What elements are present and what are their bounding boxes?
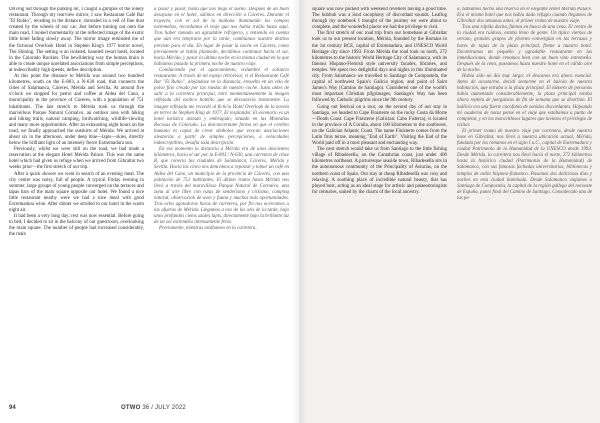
right-english-column (312, 7, 447, 407)
paragraph: En ese momento la distancia a Mérida era de unos doscientos kilómetros, hacia el sur por la E-803 / N-630, una carretera de clase B, que conecta las ciudades de Salamanca, Cáceres, Mérida y Sevilla. Hacia las cinco nos detuvimos a repostar y tomar un café en Aldea del Cano, un municipio de la provincia de Cáceres, con una población de 751 habitantes. El último tramo hasta Mérida nos llevó a través del maravilloso Parque Natural de Cornalvo, una zona al aire libre con rutas de senderismo y ciclismo, camping natural, observación de aves y fauna y muchas más oportunidades. Tras ocho agotadoras horas de carretera, por fin nos acercamos a las afueras de Mérida. Llegamos a eso de las seis de la tarde, bajo unos profundos cielos azules lapis, directamente bajo la brillante luz de un sol extremeño intensamente feroz. (154, 147, 289, 226)
paragraph: Driving out through the parking lot, I caught a glimpse of the lonely restaurant. Through my rearview mirror, I saw Restaurant Café Bar "El Rubio", receding in the distance, shrouded in a veil of fine dust created by the wheels of our car. Just before turning out onto the main road, I looked momentarily at the reflected image of the exotic little hotel fading slowly away. The mirror image reminded me of the fictional Overlook Hotel in Stephen King's 1977 horror novel, The Shining. The setting is an isolated, haunted resort hotel, located in the Colorado Rockies. The bewildering way the human brain is able to create unique unrelated associations from simple perceptions, at indescribably high speeds, defies description. (9, 7, 144, 73)
paragraph: After a quick shower we went in search of an evening meal. The city centre was noisy, full of people. A typical Friday evening in summer, large groups of young people converged on the terraces and tapas bars of the main square opposite our hotel. We found a nice little restaurant nearby were we had a nice meal with good Extremadura wine. After dinner we strolled to our hotel in the warm night air. (9, 171, 144, 214)
right-page (300, 0, 600, 423)
paragraph: Going out festival on a tour, on the second day of our stay in Santiago, we headed to Cape Finisterre on the rocky Costa da Morte—Death Coast. Cape Finisterre (Galician: Cabo Fisterra), is located in the province of A Coruña, about 100 kilometres to the southwest, on the Galician Atlantic Coast. The name Finisterre comes from the Latin finis terrae, meaning "End of Earth". Visiting the End of the World paid off in a most pleasant and enchanting way. (312, 104, 447, 147)
right-spanish-column (457, 7, 592, 407)
page-number: 94 (9, 405, 16, 411)
paragraph: Había sido un día muy largo; el descanso era ahora esencial. Antes de acostarme, decidí sentarme en el balcón de nuestra habitación, que miraba a la plaza principal. El número de personas había aumentado considerablemente, la plaza principal estaba ahora repleta de juerguistas de fin de semana que se divertían. El bullicio era una fuerte cacofonía de sonidos discordantes. Hojeando mi cuaderno de notas pensé en el viaje que estábamos a punto de completar, y en los maravillosos lugares que tuvimos el privilegio de visitar. (457, 74, 592, 128)
paragraph: Tras una rápida ducha, fuimos en busca de una cena. El centro de la ciudad era ruidoso, estaba lleno de gente. Un típico viernes de verano, grandes grupos de jóvenes convergían en las terrazas y bares de tapas de la plaza principal, frente a nuestro hotel. Encontramos un pequeño y agradable restaurante en las inmediaciones, donde cenamos bien con un buen vino extremeño. Después de la cena, paseamos hasta nuestro hotel en el cálido aire de la noche. (457, 25, 592, 73)
paragraph: Previamente, mientras estábamos en la carretera, (159, 226, 257, 232)
left-spanish-column (154, 7, 289, 407)
right-page-columns (312, 7, 592, 407)
paragraph: The first stretch of our road trip from our homebase at Gibraltar took us to our present location, Mérida, founded by the Romans in the 1st century BCE, capital of Extremadura, and UNESCO World Heritage city since 1993. From Mérida the road took us north, 272 kilometres to the historic World Heritage City of Salamanca, with its famous Hispano-Flemish style university facades, libraries, and temples. We spent two delightful days and nights in this illuminated city. From Salamanca we travelled to Santiago de Compostela, the capital of northwest Spain's Galicia region, and point of Saint James's Way (Camino de Santiago). Considered one of the world's most important Christian pilgrimages, Santiago's Way has been followed by Catholic pilgrims since the 9th century. (312, 31, 447, 104)
left-page-columns (9, 7, 289, 407)
paragraph: It had been a very long day; rest was now essential. Before going to bed, I decided to sit in the balcony of our guestroom, overlooking the main square. The number of people had increased considerably, the main (9, 214, 144, 238)
issue-line (121, 405, 186, 411)
paragraph: a, habíamos hecho una reserva en el elegante Hotel Mérida Palace. Era el mismo hotel que nos había dado refugio cuando llegamos de Gibraltar dos semanas antes, el primer tramo de nuestro viaje. (457, 7, 592, 25)
left-english-column (9, 7, 144, 407)
paragraph: a pasar y pasar, hasta que nos llegó el sueño. Después de un buen desayuno en el hotel, salimos en dirección a Cáceres. Durante el trayecto, con el sol de la mañana iluminando los campos extremeños, recordamos el viaje que nos había traído hasta aquí. Tras haber tomado un agradable refrigerio, y teniendo en cuenta que aún era temprano por la tarde, cambiamos nuestro destino previsto para el día. En lugar de pasar la noche en Cáceres, como previamente se había planeado, decidimos continuar hacia el sur, hacia Mérida, y pasar la última noche en la misma ciudad en la que habíamos pasado la primera noche de nuestro viaje. (154, 7, 289, 67)
paragraph: square was now packed with weekend revellers having a good time. The hubbub was a loud cacophony of discordant sounds. Leafing through my notebook I thought of the journey we were about to complete, and the wonderful places we had the privilege to visit. (312, 7, 447, 31)
paragraph: Conduciendo por el aparcamiento, vislumbré el solitario restaurante. A través de mi espejo retrovisor, vi el Restaurante Café Bar "El Rubio", alejándose en la distancia, envuelto en un velo de polvo fino creado por las ruedas de nuestro coche. Justo antes de salir a la carretera principal, miré momentáneamente la imagen reflejada del exótico hotelito que se desvanecía lentamente. La imagen reflejada me recordó al ficticio Hotel Overlook de la novela de terror de Stephen King de 1977, El resplandor. El escenario es un hotel turístico aislado y embrujado, situado en las Montañas Rocosas de Colorado. La desconcertante forma en que el cerebro humano es capaz de crear símbolos que evocan asociaciones aleatorias a partir de simples percepciones, a velocidades indescriptibles, desafía toda descripción. (154, 67, 289, 147)
paragraph: Previously, whilst we were still on the road, we had made a reservation at the elegant Hotel Mérida Palace. This was the same hotel which had given us refuge when we arrived from Gibraltar two weeks prior—the first stretch of our trip. (9, 147, 144, 171)
issue-date: 36 / JULY 2022 (142, 405, 186, 411)
paragraph: El primer tramo de nuestro viaje por carretera, desde nuestra base en Gibraltar, nos llevó a nuestra ubicación actual, Mérida, fundada por los romanos en el siglo I a.C., capital de Extremadura y ciudad Patrimonio de la Humanidad de la UNESCO desde 1993. Desde Mérida, la carretera nos llevó hacia el norte, 272 kilómetros hasta la histórica ciudad (Patrimonio de la Humanidad) de Salamanca, con sus famosas fachadas universitarias, bibliotecas y templos de estilo hispano-flamenco. Pasamos dos deliciosos días y noches en esta ciudad iluminada. Desde Salamanca viajamos a Santiago de Compostela, la capital de la región gallega del noroeste de España, punto final del Camino de Santiago. Considerado una de las pe- (457, 128, 592, 201)
magazine-name: OTWO (121, 405, 141, 411)
paragraph: At this point the distance to Mérida was around two hundred kilometres, south on the E-803, a N-630 road, that connects the cities of Salamanca, Cáceres, Mérida and Sevilla. At around five o'clock we stopped for petrol and coffee at Aldea del Cano, a municipality in the province of Cáceres, with a population of 751 inhabitants. The last stretch to Mérida took us through the marvellous Parque Natural Cornalvo, an outdoor area with hiking and biking trails, natural camping, birdwatching, wildlife-viewing and many more opportunities. After an exhausting eight hours on the road, we finally approached the outskirts of Mérida. We arrived at about six in the afternoon, under deep blue—lapis—skies, directly below the brilliant light of an intensely fierce Extremadura sun. (9, 74, 144, 147)
paragraph: The next stretch would take us from Santiago to the little fishing village of Ribadesella, on the Cantabrian coast, just under 400 kilometres northeast. A picturesque seaside town, Ribadesella sits in the autonomous community of the Principality of Asturias, on the northern coast of Spain. Our stay at cheap Ribadesella was cosy and relaxing. A soothing place of incredible natural beauty, that has played host, acting as an ideal stage for artistic and palaeontologists for centuries, united by the charm of the local ancestry. (312, 147, 447, 195)
